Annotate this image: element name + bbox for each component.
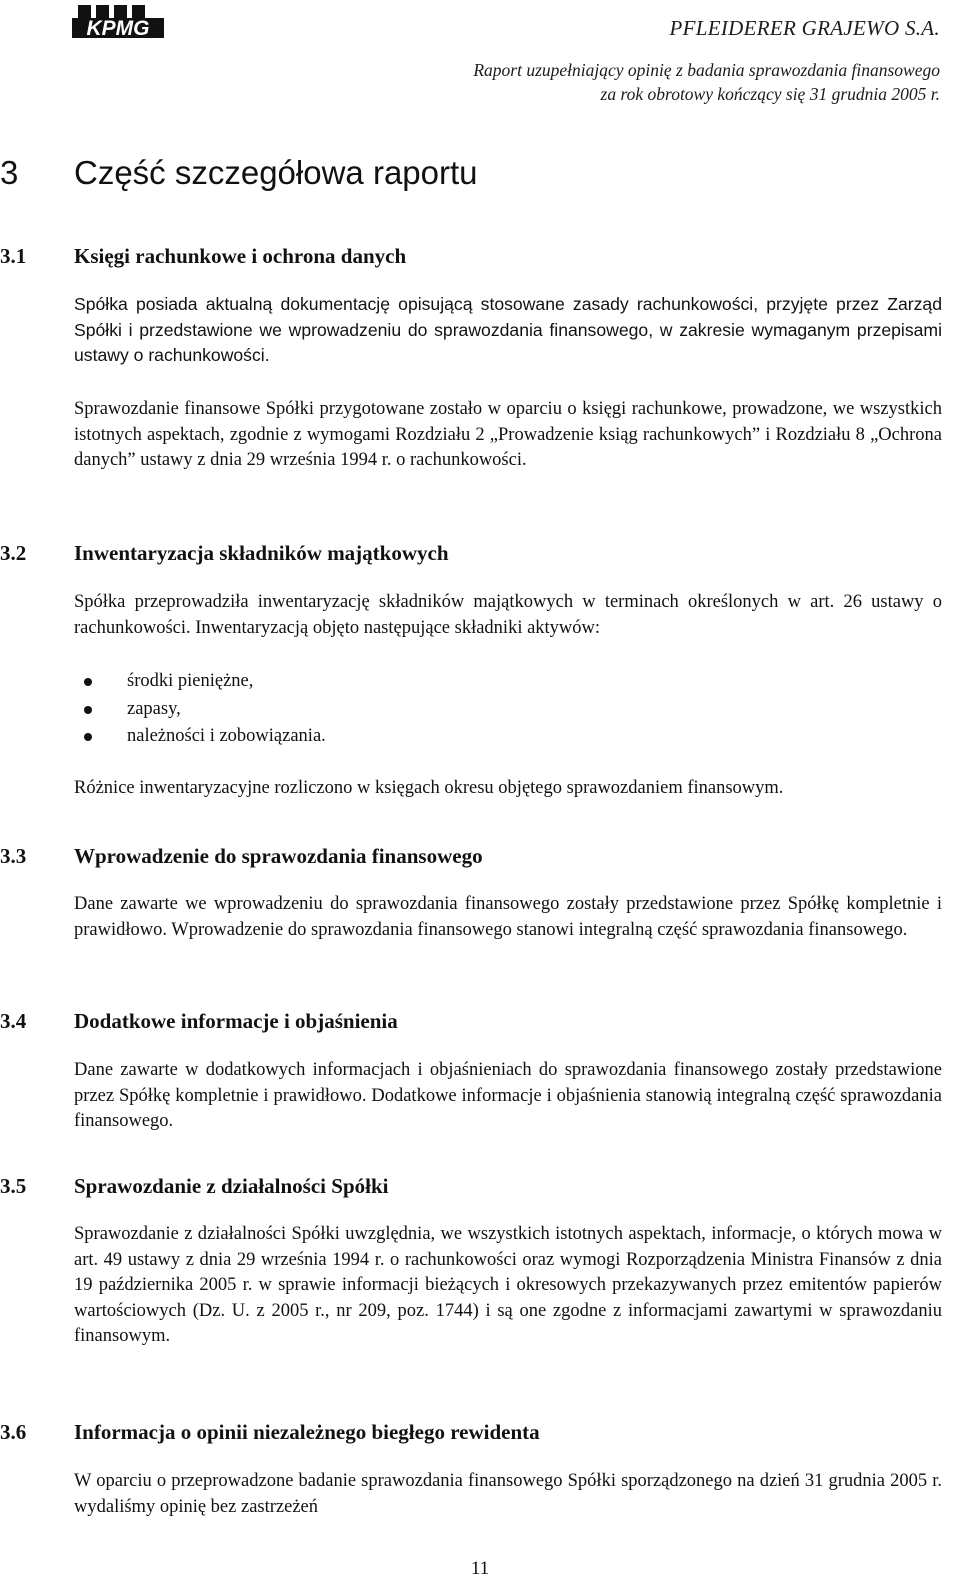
section-heading-3-4: 3.4 Dodatkowe informacje i objaśnienia — [0, 1009, 398, 1033]
section-heading-3-3: 3.3 Wprowadzenie do sprawozdania finansowego — [0, 844, 483, 868]
bullet-icon — [84, 678, 92, 686]
kpmg-logo — [72, 4, 167, 38]
paragraph: Spółka posiada aktualną dokumentację opisującą stosowane zasady rachunkowości, przyjęte przez Zarząd Spółki i przedstawione we wprowadzeniu do sprawozdania finansowego, w zakresie wymaganym przepisami ustawy o rachunkowości. — [74, 294, 942, 365]
report-subtitle-line-1: Raport uzupełniający opinię z badania sprawozdania finansowego — [473, 60, 940, 80]
paragraph: Dane zawarte w dodatkowych informacjach i objaśnieniach do sprawozdania finansowego zostały przedstawione przez Spółkę kompletnie i prawidłowo. Dodatkowe informacje i objaśnienia stanowią integralną część sprawozdania finansowego. — [74, 1060, 942, 1131]
svg-text:KPMG: KPMG — [86, 17, 150, 38]
page-number: 11 — [470, 1558, 490, 1579]
bullet-icon — [84, 706, 92, 714]
section-heading-3-6: 3.6 Informacja o opinii niezależnego biegłego rewidenta — [0, 1420, 540, 1444]
paragraph: Spółka przeprowadziła inwentaryzację składników majątkowych w terminach określonych w art. 26 ustawy o rachunkowości. Inwentaryzacją objęto następujące składniki aktywów: — [74, 592, 942, 638]
paragraph: Sprawozdanie z działalności Spółki uwzględnia, we wszystkich istotnych aspektach, informacje, o których mowa w art. 49 ustawy z dnia 29 września 1994 r. o rachunkowości oraz wymogi Rozporządzenia Ministra Finansów z dnia 19 października 2005 r. w sprawie informacji bieżących i okresowych przekazywanych przez emitentów papierów wartościowych (Dz. U. z 2005 r., nr 209, poz. 1744) i są one zgodne z informacjami zawartymi w sprawozdaniu finansowym. — [74, 1224, 942, 1346]
section-heading-3-1: 3.1 Księgi rachunkowe i ochrona danych — [0, 244, 407, 268]
chapter-title-text: Część szczegółowa raportu — [74, 154, 478, 191]
chapter-number: 3 — [0, 154, 19, 191]
chapter-title — [0, 154, 478, 192]
paragraph: Różnice inwentaryzacyjne rozliczono w księgach okresu objętego sprawozdaniem finansowym. — [74, 778, 784, 798]
paragraph: Dane zawarte we wprowadzeniu do sprawozdania finansowego zostały przedstawione przez Spółkę kompletnie i prawidłowo. Wprowadzenie do sprawozdania finansowego stanowi integralną część sprawozdania finansowego. — [74, 894, 942, 940]
bullet-icon — [84, 733, 92, 741]
paragraph: W oparciu o przeprowadzone badanie sprawozdania finansowego Spółki sporządzonego na dzień 31 grudnia 2005 r. wydaliśmy opinię bez zastrzeżeń — [74, 1471, 942, 1517]
company-name: PFLEIDERER GRAJEWO S.A. — [669, 16, 940, 40]
section-heading-3-5: 3.5 Sprawozdanie z działalności Spółki — [0, 1174, 389, 1198]
report-subtitle-line-2: za rok obrotowy kończący się 31 grudnia 2005 r. — [600, 84, 940, 104]
section-heading-3-2: 3.2 Inwentaryzacja składników majątkowych — [0, 541, 449, 565]
paragraph: Sprawozdanie finansowe Spółki przygotowane zostało w oparciu o księgi rachunkowe, prowadzone, we wszystkich istotnych aspektach, zgodnie z wymogami Rozdziału 2 „Prowadzenie ksiąg rachunkowych” i Rozdziału 8 „Ochrona danych” ustawy z dnia 29 września 1994 r. o rachunkowości. — [74, 399, 942, 470]
